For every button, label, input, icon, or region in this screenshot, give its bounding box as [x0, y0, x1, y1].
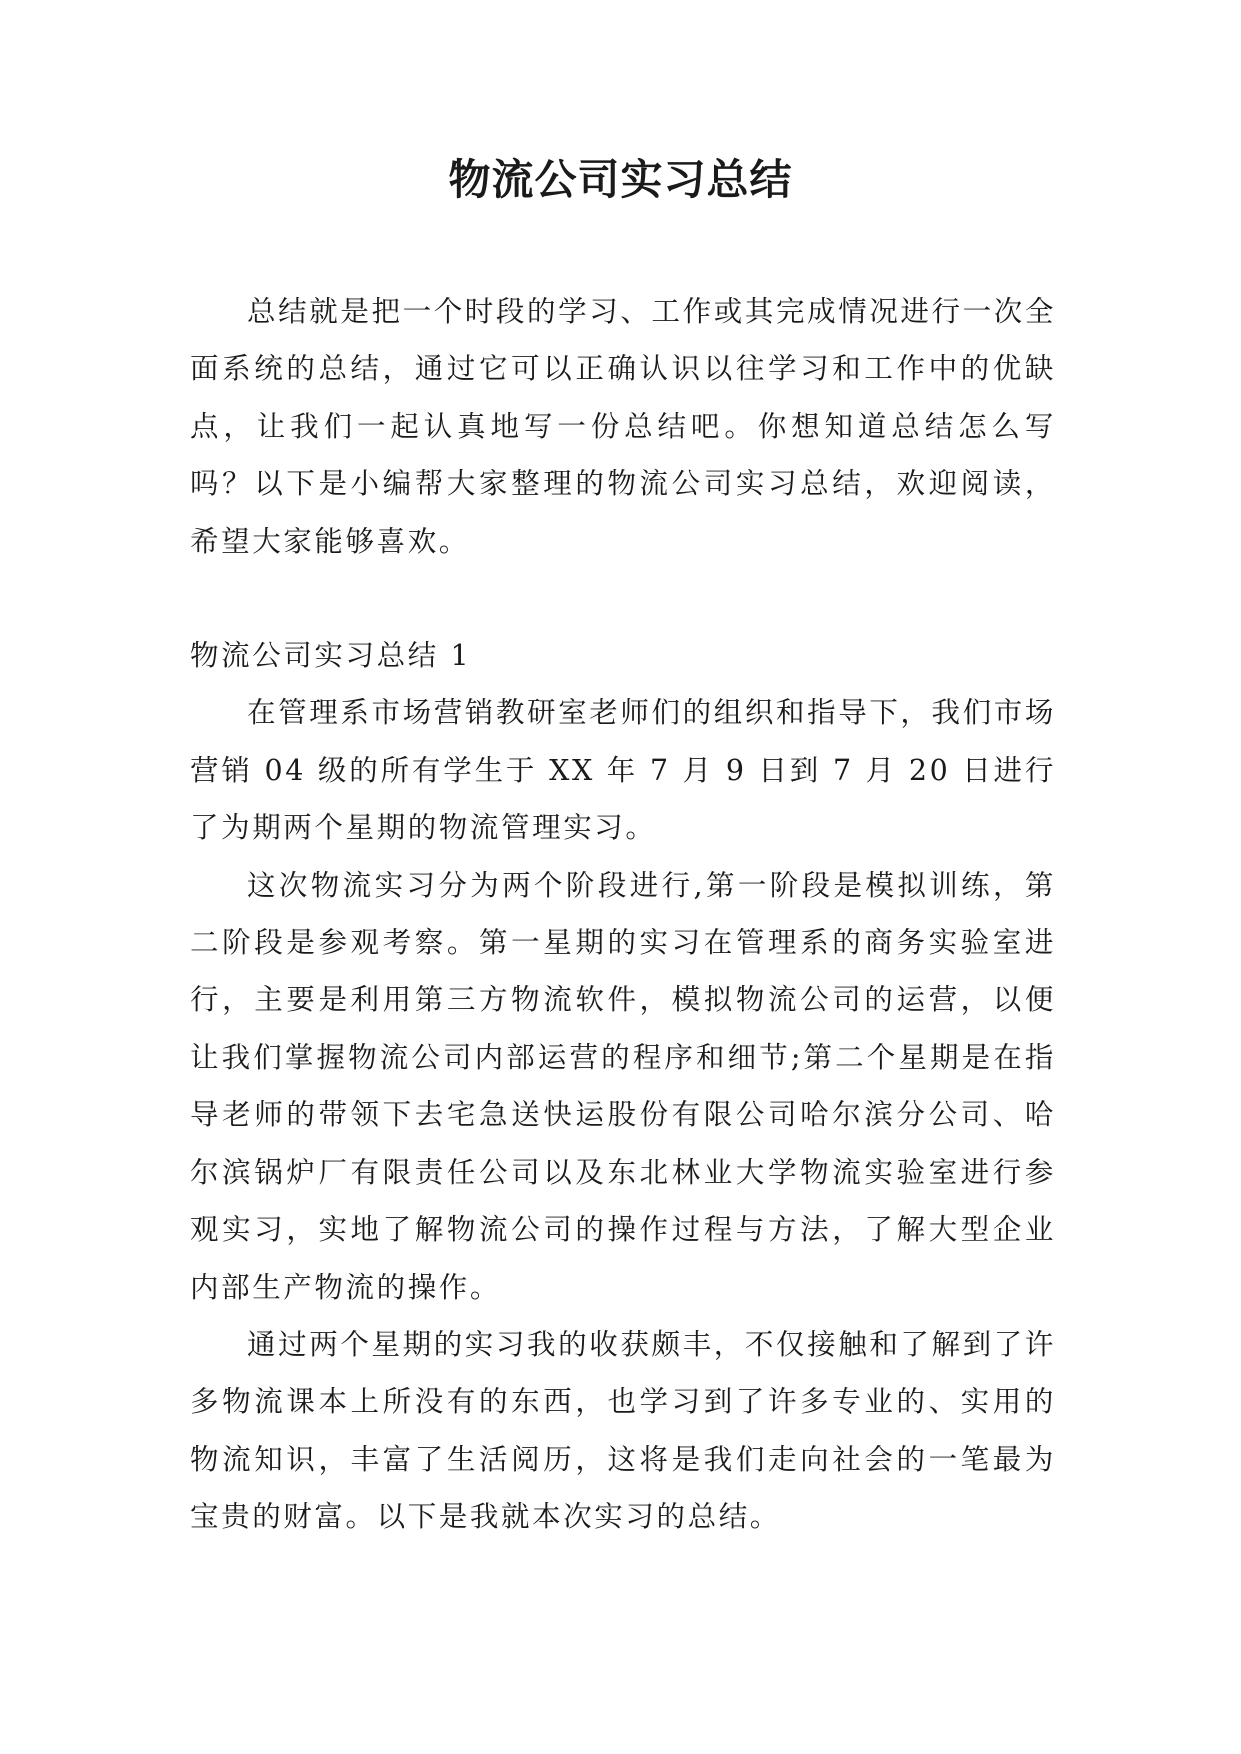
body-paragraph-3: 通过两个星期的实习我的收获颇丰，不仅接触和了解到了许多物流课本上所没有的东西，也学习到了许多专业的、实用的物流知识，丰富了生活阅历，这将是我们走向社会的一笔最为宝贵的财富。以下是我就本次实习的总结。 [190, 1327, 1056, 1534]
intro-paragraph: 总结就是把一个时段的学习、工作或其完成情况进行一次全面系统的总结，通过它可以正确认识以往学习和工作中的优缺点，让我们一起认真地写一份总结吧。你想知道总结怎么写吗？以下是小编帮大家整理的物流公司实习总结，欢迎阅读，希望大家能够喜欢。 [190, 295, 1056, 558]
body-paragraph-1: 在管理系市场营销教研室老师们的组织和指导下，我们市场营销 04 级的所有学生于 XX 年 7 月 9 日到 7 月 20 日进行了为期两个星期的物流管理实习。 [190, 696, 1056, 845]
document-body [190, 283, 1056, 1546]
section-heading: 物流公司实习总结 1 [190, 639, 472, 673]
body-paragraph-2: 这次物流实习分为两个阶段进行,第一阶段是模拟训练，第二阶段是参观考察。第一星期的实习在管理系的商务实验室进行，主要是利用第三方物流软件，模拟物流公司的运营，以便让我们掌握物流公司内部运营的程序和细节;第二个星期是在指导老师的带领下去宅急送快运股份有限公司哈尔滨分公司、哈尔滨锅炉厂有限责任公司以及东北林业大学物流实验室进行参观实习，实地了解物流公司的操作过程与方法，了解大型企业内部生产物流的操作。 [190, 868, 1056, 1304]
document-title: 物流公司实习总结 [448, 155, 793, 204]
